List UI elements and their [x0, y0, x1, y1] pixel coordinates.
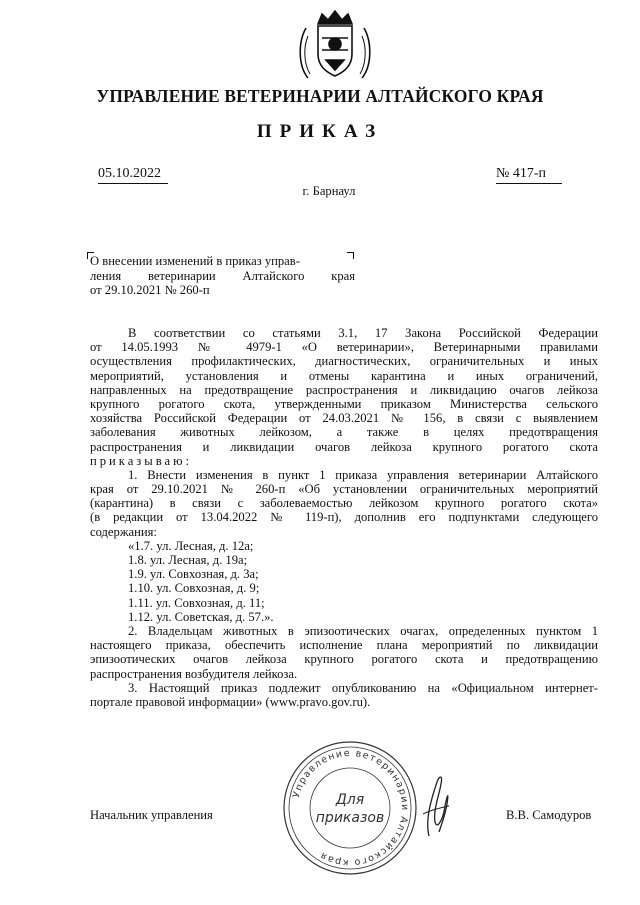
document-number: № 417-п: [496, 166, 562, 184]
body-line: 1.9. ул. Совхозная, д. 3а;: [128, 567, 259, 582]
body-line: осуществления профилактических, диагностических, ограничительных и иных: [90, 354, 598, 369]
body-line: «1.7. ул. Лесная, д. 12а;: [128, 538, 254, 553]
stamp-ring-text: Управление ветеринарии Алтайского края: [291, 747, 411, 869]
body-line: настоящего приказа, обеспечить исполнение плана мероприятий по ликвидации: [90, 638, 598, 653]
official-stamp: [280, 738, 420, 878]
body-line: 2. Владельцам животных в эпизоотических очагах, определенных пунктом 1: [128, 623, 598, 638]
body-line: распространения возбудителя лейкоза.: [90, 666, 298, 681]
body-line: направленных на предотвращение распространения и ликвидацию очагов лейкоза: [90, 382, 598, 397]
document-city: г. Барнаул: [302, 184, 356, 198]
handwritten-signature: [415, 770, 455, 840]
body-line: мероприятий, установления и отмены карантина и иных ограничений,: [90, 368, 598, 383]
body-line: приказываю:: [90, 453, 193, 468]
body-line: эпизоотических очагов лейкоза крупного рогатого скота и предотвращению: [90, 652, 598, 667]
body-line: содержания:: [90, 524, 157, 539]
body-line: (в редакции от 13.04.2022 № 119-п), дополнив его подпунктами следующего: [90, 510, 598, 525]
body-line: края от 29.10.2021 № 260-п «Об установлении ограничительных мероприятий: [90, 482, 598, 497]
body-line: 1. Внести изменения в пункт 1 приказа управления ветеринарии Алтайского: [128, 467, 598, 482]
stamp-center-line1: Для: [335, 792, 365, 808]
stamp-center-line2: приказов: [315, 810, 385, 826]
body-line: крупного рогатого скота, утвержденными приказом Министерства сельского: [90, 396, 598, 411]
body-line: В соответствии со статьями 3.1, 17 Закона Российской Федерации: [128, 326, 598, 340]
coat-of-arms-icon: [296, 8, 374, 82]
document-body: [90, 326, 598, 709]
document-date: 05.10.2022: [98, 166, 168, 184]
body-line: хозяйства Российской Федерации от 24.03.2021 № 156, в связи с выявлением: [90, 411, 598, 426]
body-line: 1.12. ул. Советская, д. 57.».: [128, 609, 274, 624]
body-line: распространения и ликвидации очагов лейкоза крупного рогатого скота: [90, 439, 598, 454]
subject-line: О внесении изменений в приказ управ-: [90, 254, 300, 268]
body-line: 1.11. ул. Совхозная, д. 11;: [128, 595, 265, 610]
document-type: ПРИКАЗ: [256, 121, 384, 142]
body-line: (карантина) в связи с заболеваемостью лейкозом крупного рогатого скота»: [90, 496, 598, 511]
signatory-name: В.В. Самодуров: [506, 808, 592, 822]
organization-name: УПРАВЛЕНИЕ ВЕТЕРИНАРИИ АЛТАЙСКОГО КРАЯ: [96, 86, 544, 106]
subject-line: от 29.10.2021 № 260-п: [90, 283, 210, 297]
subject-line: ления ветеринарии Алтайского края: [90, 268, 355, 283]
signatory-role: Начальник управления: [90, 808, 213, 822]
body-line: заболевания животных лейкозом, а также в целях предотвращения: [90, 425, 598, 440]
body-line: 3. Настоящий приказ подлежит опубликованию на «Официальном интернет-: [128, 680, 598, 695]
subject: [90, 254, 355, 298]
body-line: 1.8. ул. Лесная, д. 19а;: [128, 553, 248, 567]
body-line: портале правовой информации» (www.pravo.gov.ru).: [90, 694, 371, 709]
body-line: от 14.05.1993 № 4979-1 «О ветеринарии», Ветеринарными правилами: [90, 340, 598, 355]
body-line: 1.10. ул. Совхозная, д. 9;: [128, 581, 260, 596]
